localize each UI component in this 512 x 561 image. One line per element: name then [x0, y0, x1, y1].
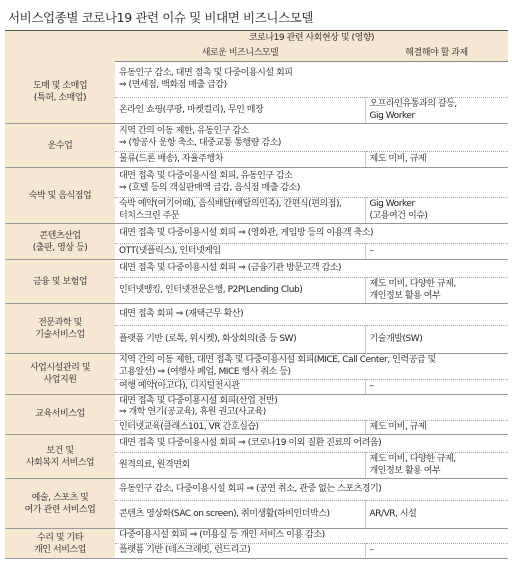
issue-cell-line: 기술개발(SW)	[369, 333, 423, 344]
issue-cell	[365, 198, 508, 224]
issue-cell-line: 개인정보 활용 여부	[369, 465, 441, 476]
business-model-table	[5, 30, 508, 559]
industry-cell-line: 숙박 및 음식점업	[28, 190, 92, 201]
new-model-cell	[115, 380, 365, 395]
industry-cell-line: 전문과학 및	[38, 317, 82, 328]
issue-cell	[365, 326, 508, 354]
industry-cell-line: 콘텐츠산업	[39, 230, 81, 241]
social-impact-cell-line: 유동인구 감소, 다중이용시설 회피 ⇒ (공연 취소, 관중 없는 스포츠경기)	[119, 483, 382, 494]
new-model-cell	[115, 326, 365, 354]
social-impact-cell	[115, 62, 508, 98]
table-row	[5, 260, 508, 278]
social-impact-cell	[115, 354, 508, 380]
industry-cell	[5, 435, 115, 479]
industry-cell	[5, 260, 115, 304]
social-impact-cell-line: 고용알선) ⇒ (여행사 폐업, MICE 행사 취소 등)	[119, 366, 291, 377]
industry-cell-line: 사업시설관리 및	[29, 362, 91, 373]
social-impact-cell-line: 다중이용시설 회피 ⇒ (미용실 등 개인 서비스 이용 감소)	[119, 530, 325, 541]
issue-cell-line: 제도 미비, 다양한 규제,	[369, 279, 456, 289]
table-row	[5, 224, 508, 244]
new-model-cell-line: 인터넷뱅킹, 인터넷전문은행, P2P(Lending Club)	[119, 284, 303, 295]
industry-cell-line: 운수업	[47, 140, 73, 151]
header-corner	[5, 31, 115, 62]
new-model-cell	[115, 501, 365, 529]
issue-cell-line: –	[369, 545, 374, 556]
social-impact-cell-line: 대면 접촉 및 다중이용시설 회피 ⇒ (영화관, 게임방 등의 이용객 축소)	[119, 227, 374, 238]
industry-cell-line: (출판, 영상 등)	[32, 242, 88, 253]
new-model-cell	[115, 420, 365, 435]
new-model-cell	[115, 453, 365, 479]
issue-cell	[365, 152, 508, 168]
social-impact-cell	[115, 260, 508, 278]
industry-cell-line: 보건 및	[46, 445, 74, 456]
issue-cell-line: Gig Worker	[369, 199, 415, 209]
social-impact-cell	[115, 529, 508, 544]
social-impact-cell	[115, 224, 508, 244]
social-impact-cell-line: 지역 간의 이동 제한, 대면 접촉 및 다중이용시설 회피(MICE, Call Center, 인력공급 및	[119, 355, 436, 365]
industry-cell	[5, 304, 115, 354]
new-model-cell	[115, 278, 365, 304]
header-issues: 해결해야 할 과제	[365, 46, 508, 62]
social-impact-cell-line: ⇒ (호텔 등의 객실판매액 급감, 음식점 매출 감소)	[119, 182, 300, 193]
new-model-cell-line: 플랫폼 기반 (로톡, 위시켓), 화상회의(줌 등 SW)	[119, 333, 297, 344]
social-impact-cell-line: 대면 접촉 및 다중이용시설 회피(산업 전반)	[119, 395, 278, 406]
industry-cell	[5, 529, 115, 559]
issue-cell-line: 제도 미비, 규제	[369, 421, 427, 432]
industry-cell	[5, 168, 115, 224]
issue-cell-line: 개인정보 활용 여부	[369, 290, 441, 301]
social-impact-cell-line: ⇒ (항공사 운항 축소, 대중교통 통행량 감소)	[119, 137, 281, 148]
social-impact-cell	[115, 304, 508, 326]
new-model-cell-line: 온라인 쇼핑(쿠팡, 마켓컬리), 무인 매장	[119, 104, 264, 115]
social-impact-cell	[115, 394, 508, 420]
industry-cell	[5, 62, 115, 124]
social-impact-cell-line: 지역 간의 이동 제한, 유동인구 감소	[119, 126, 249, 136]
table-row	[5, 354, 508, 380]
issue-cell-line: AR/VR, 시설	[369, 508, 417, 519]
issue-cell-line: (고용여건 이슈)	[369, 210, 428, 221]
new-model-cell-line: 여행 예약(아고다), 디지털전시관	[119, 381, 240, 391]
industry-cell-line: (특허, 소매업)	[33, 93, 87, 104]
industry-cell-line: 수리 및 기타	[36, 532, 84, 543]
header-new-model: 새로운 비즈니스모델	[115, 46, 365, 62]
industry-cell-line: 예술, 스포츠 및	[31, 492, 89, 503]
issue-cell	[365, 544, 508, 559]
page-title: 서비스업종별 코로나19 관련 이슈 및 비대면 비즈니스모델	[8, 10, 314, 25]
new-model-cell	[115, 544, 365, 559]
issue-cell-line: 오프라인유통과의 갈등,	[369, 99, 457, 109]
industry-cell	[5, 479, 115, 529]
table-row	[5, 304, 508, 326]
social-impact-cell	[115, 124, 508, 152]
industry-cell-line: 도매 및 소매업	[32, 81, 88, 92]
issue-cell	[365, 244, 508, 260]
industry-cell	[5, 124, 115, 168]
new-model-cell-line: 터치스크린 주문	[119, 210, 180, 221]
industry-cell-line: 사업지원	[43, 374, 77, 385]
table-row	[5, 435, 508, 453]
social-impact-cell-line: 대면 접촉 및 다중이용시설 회피 ⇒ (코로나19 이외 질환 진료의 어려움)	[119, 437, 382, 448]
industry-cell-line: 개인 서비스업	[34, 544, 86, 555]
new-model-cell	[115, 98, 365, 124]
issue-cell	[365, 278, 508, 304]
social-impact-cell	[115, 168, 508, 198]
issue-cell-line: 제도 미비, 규제	[369, 153, 427, 164]
industry-cell-line: 교육서비스업	[35, 409, 85, 420]
new-model-cell-line: 인터넷교육(클래스101, VR 간호실습)	[119, 421, 259, 432]
table-row	[5, 394, 508, 420]
industry-cell	[5, 354, 115, 395]
issue-cell	[365, 380, 508, 395]
new-model-cell-line: 콘텐츠 영상화(SAC on screen), 취미생활(하비인더박스)	[119, 508, 330, 519]
industry-cell	[5, 224, 115, 260]
social-impact-cell-line: ⇒ 개학 연기(공교육), 휴원 권고(사교육)	[119, 407, 266, 417]
new-model-cell-line: 물류(드론 배송), 자율주행차	[119, 153, 224, 164]
table-row	[5, 62, 508, 98]
issue-cell	[365, 501, 508, 529]
table-row	[5, 529, 508, 544]
new-model-cell-line: 숙박 예약(여기어때), 음식배달(배달의민족), 간편식(편의점),	[119, 199, 342, 209]
industry-cell-line: 여가 관련 서비스업	[24, 504, 96, 515]
table-row	[5, 479, 508, 501]
issue-cell	[365, 453, 508, 479]
new-model-cell	[115, 244, 365, 260]
industry-cell-line: 금융 및 보험업	[32, 276, 88, 287]
issue-cell-line: –	[369, 245, 374, 256]
new-model-cell	[115, 152, 365, 168]
issue-cell-line: –	[369, 381, 374, 391]
social-impact-cell-line: ⇒ (면세점, 백화점 매출 급감)	[119, 79, 227, 90]
industry-cell	[5, 394, 115, 435]
social-impact-cell	[115, 435, 508, 453]
new-model-cell-line: 원격의료, 원격면회	[119, 459, 190, 470]
table-row	[5, 168, 508, 198]
social-impact-cell-line: 대면 접촉 및 다중이용시설 회피 ⇒ (금융기관 방문고객 감소)	[119, 262, 342, 273]
social-impact-cell	[115, 479, 508, 501]
new-model-cell-line: OTT(넷플릭스), 인터넷게임	[119, 245, 221, 256]
industry-cell-line: 기술서비스업	[35, 329, 85, 340]
new-model-cell-line: 플랫폼 기반 (테스크래빗, 런드리고)	[119, 545, 251, 556]
new-model-cell	[115, 198, 365, 224]
header-group: 코로나19 관련 사회현상 및 (영향)	[115, 31, 508, 47]
table-row	[5, 124, 508, 152]
issue-cell-line: Gig Worker	[369, 110, 415, 121]
social-impact-cell-line: 유동인구 감소, 대면 접촉 및 다중이용시설 회피	[119, 68, 293, 78]
social-impact-cell-line: 대면 접촉 회피 ⇒ (재택근무 확산)	[119, 308, 244, 319]
industry-cell-line: 사회복지 서비스업	[25, 457, 95, 468]
issue-cell-line: 제도 미비, 다양한 규제,	[369, 454, 456, 464]
social-impact-cell-line: 대면 접촉 및 다중이용시설 회피, 유동인구 감소	[119, 171, 293, 181]
issue-cell	[365, 98, 508, 124]
issue-cell	[365, 420, 508, 435]
